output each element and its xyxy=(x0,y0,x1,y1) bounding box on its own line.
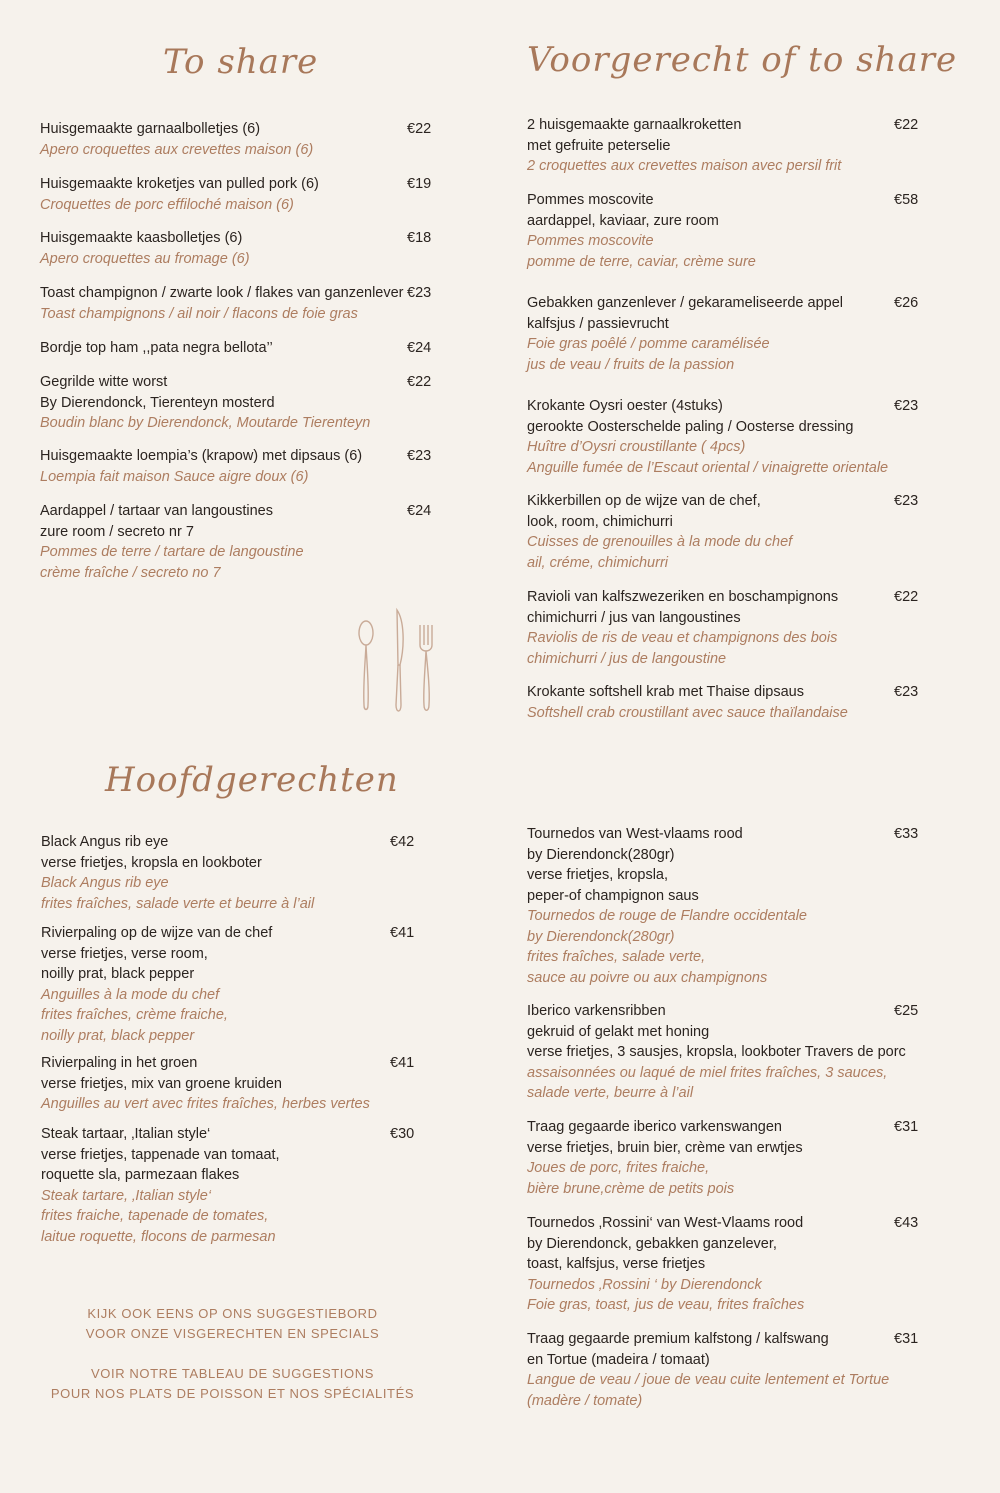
dish-name-fr: Black Angus rib eye xyxy=(41,875,169,891)
dish-name-fr: noilly prat, black pepper xyxy=(41,1027,195,1044)
dish-price: €23 xyxy=(407,285,432,301)
dish-name-nl: by Dierendonck(280gr) xyxy=(527,846,675,863)
dish-price: €23 xyxy=(407,448,432,464)
dish-price: €22 xyxy=(407,121,432,137)
dish-price: €58 xyxy=(894,192,919,208)
dish-name-nl: gekruid of gelakt met honing xyxy=(527,1023,710,1040)
menu-item xyxy=(40,174,440,215)
menu-item xyxy=(527,293,927,375)
menu-item xyxy=(40,119,440,160)
dish-name-fr: Anguille fumée de l’Escaut oriental / vinaigrette orientale xyxy=(527,459,889,476)
dish-name-nl: gerookte Oosterschelde paling / Oosterse dressing xyxy=(527,418,854,435)
dish-name-fr: sauce au poivre ou aux champignons xyxy=(527,969,768,986)
menu-item xyxy=(527,190,927,272)
dish-name-fr: Joues de porc, frites fraiche, xyxy=(527,1160,710,1176)
dish-name-nl: Huisgemaakte garnaalbolletjes (6) xyxy=(40,121,261,137)
dish-name-nl: Krokante softshell krab met Thaise dipsaus xyxy=(527,684,804,700)
dish-name-nl: Black Angus rib eye xyxy=(41,834,169,850)
cutlery-icon xyxy=(352,605,442,720)
dish-price: €30 xyxy=(390,1126,415,1142)
menu-item xyxy=(41,832,421,914)
dish-price: €24 xyxy=(407,503,432,519)
dish-price: €42 xyxy=(390,834,415,850)
menu-item xyxy=(41,923,421,1046)
menu-item xyxy=(40,228,440,269)
menu-item xyxy=(40,501,440,583)
dish-price: €23 xyxy=(894,684,919,700)
dish-price: €31 xyxy=(894,1119,919,1135)
dish-name-nl: Rivierpaling in het groen xyxy=(41,1055,198,1071)
dish-name-nl: 2 huisgemaakte garnaalkroketten xyxy=(527,117,742,133)
dish-name-fr: Huître d’Oysri croustillante ( 4pcs) xyxy=(527,439,746,455)
dish-name-fr: 2 croquettes aux crevettes maison avec persil frit xyxy=(527,158,842,174)
dish-name-nl: by Dierendonck, gebakken ganzelever, xyxy=(527,1235,777,1252)
menu-item xyxy=(41,1124,421,1247)
dish-name-nl: peper-of champignon saus xyxy=(527,887,699,904)
dish-name-fr: Foie gras poêlé / pomme caramélisée xyxy=(527,336,770,352)
dish-price: €41 xyxy=(390,1055,415,1071)
dish-name-nl: Steak tartaar, ‚Italian style‘ xyxy=(41,1126,211,1142)
notice-line: VOOR ONZE VISGERECHTEN EN SPECIALS xyxy=(85,1326,380,1341)
dish-name-fr: Cuisses de grenouilles à la mode du chef xyxy=(527,534,793,550)
dish-name-fr: Tournedos ‚Rossini ‘ by Dierendonck xyxy=(527,1276,762,1293)
dish-name-nl: roquette sla, parmezaan flakes xyxy=(41,1167,240,1183)
dish-name-fr: Raviolis de ris de veau et champignons des bois xyxy=(527,630,838,646)
dish-name-fr: Loempia fait maison Sauce aigre doux (6) xyxy=(40,468,309,485)
section-title-to-share: To share xyxy=(163,42,319,82)
dish-name-fr: Tournedos de rouge de Flandre occidentale xyxy=(527,908,807,924)
menu-item xyxy=(527,824,927,988)
dish-name-fr: Apero croquettes au fromage (6) xyxy=(40,250,250,267)
menu-item xyxy=(527,115,927,177)
dish-name-nl: Ravioli van kalfszwezeriken en boschampignons xyxy=(527,589,839,605)
menu-item xyxy=(527,587,927,669)
dish-name-fr: Langue de veau / joue de veau cuite lentement et Tortue xyxy=(527,1372,890,1388)
dish-price: €19 xyxy=(407,176,432,192)
dish-name-nl: Gebakken ganzenlever / gekarameliseerde appel xyxy=(527,295,843,311)
dish-name-nl: Kikkerbillen op de wijze van de chef, xyxy=(527,493,761,509)
menu-item xyxy=(40,338,440,359)
dish-name-fr: bière brune,crème de petits pois xyxy=(527,1180,735,1197)
dish-price: €26 xyxy=(894,295,919,311)
dish-name-nl: Tournedos ‚Rossini‘ van West-Vlaams rood xyxy=(527,1215,804,1231)
menu-item xyxy=(527,1001,927,1104)
menu-item xyxy=(41,1053,421,1115)
dish-name-fr: Pommes moscovite xyxy=(527,233,654,249)
dish-name-nl: look, room, chimichurri xyxy=(527,513,673,530)
dish-price: €41 xyxy=(390,925,415,941)
dish-name-fr: chimichurri / jus de langoustine xyxy=(527,650,727,667)
dish-name-nl: chimichurri / jus van langoustines xyxy=(527,609,741,626)
dish-name-fr: Anguilles au vert avec frites fraîches, herbes vertes xyxy=(41,1096,370,1112)
dish-name-fr: Steak tartare, ‚Italian style‘ xyxy=(41,1187,212,1204)
dish-name-nl: Huisgemaakte kroketjes van pulled pork (6) xyxy=(40,176,319,192)
dish-name-fr: laitue roquette, flocons de parmesan xyxy=(41,1228,276,1245)
dish-name-nl: zure room / secreto nr 7 xyxy=(40,523,194,540)
dish-price: €25 xyxy=(894,1003,919,1019)
section-title-hoofdgerechten: Hoofdgerechten xyxy=(105,760,399,800)
dish-price: €43 xyxy=(894,1215,919,1231)
dish-name-fr: frites fraiche, tapenade de tomates, xyxy=(41,1208,269,1224)
dish-name-nl: verse frietjes, verse room, xyxy=(41,945,208,962)
dish-price: €22 xyxy=(894,589,919,605)
dish-price: €18 xyxy=(407,230,432,246)
dish-name-fr: Croquettes de porc effiloché maison (6) xyxy=(40,196,294,213)
dish-name-nl: verse frietjes, bruin bier, crème van erwtjes xyxy=(527,1139,803,1156)
dish-name-fr: Anguilles à la mode du chef xyxy=(41,986,220,1003)
dish-name-nl: Traag gegaarde premium kalfstong / kalfswang xyxy=(527,1331,829,1347)
dish-name-nl: verse frietjes, kropsla en lookboter xyxy=(41,854,262,871)
dish-name-nl: Toast champignon / zwarte look / flakes van ganzenlever xyxy=(40,285,404,301)
dish-name-fr: frites fraîches, salade verte et beurre à l’ail xyxy=(41,895,315,912)
dish-name-nl: Huisgemaakte kaasbolletjes (6) xyxy=(40,230,243,246)
dish-name-nl: Rivierpaling op de wijze van de chef xyxy=(41,925,273,941)
dish-name-nl: verse frietjes, mix van groene kruiden xyxy=(41,1075,282,1092)
dish-name-nl: aardappel, kaviaar, zure room xyxy=(527,212,719,229)
dish-name-nl: Aardappel / tartaar van langoustines xyxy=(40,503,273,519)
section-title-voorgerecht: Voorgerecht of to share xyxy=(527,40,958,80)
menu-item xyxy=(40,283,440,324)
dish-name-fr: Boudin blanc by Dierendonck, Moutarde Tierenteyn xyxy=(40,415,371,431)
menu-item xyxy=(527,396,927,478)
dish-name-nl: Bordje top ham ,,pata negra bellota’’ xyxy=(40,340,273,356)
dish-name-fr: frites fraîches, crème fraiche, xyxy=(41,1007,228,1023)
dish-name-nl: noilly prat, black pepper xyxy=(41,966,195,982)
dish-name-nl: Iberico varkensribben xyxy=(527,1003,666,1019)
dish-name-nl: verse frietjes, 3 sausjes, kropsla, lookboter Travers de porc xyxy=(527,1044,906,1060)
dish-name-fr: (madère / tomate) xyxy=(527,1392,643,1409)
dish-name-nl: Tournedos van West-vlaams rood xyxy=(527,826,743,842)
dish-name-nl: en Tortue (madeira / tomaat) xyxy=(527,1351,710,1368)
dish-name-nl: met gefruite peterselie xyxy=(527,137,671,154)
dish-price: €23 xyxy=(894,398,919,414)
dish-name-fr: Foie gras, toast, jus de veau, frites fraîches xyxy=(527,1297,805,1313)
dish-name-fr: ail, créme, chimichurri xyxy=(527,554,668,571)
menu-item xyxy=(527,491,927,573)
dish-name-fr: Toast champignons / ail noir / flacons de foie gras xyxy=(40,305,358,322)
dish-name-fr: crème fraîche / secreto no 7 xyxy=(40,564,221,581)
dish-name-nl: Pommes moscovite xyxy=(527,192,654,208)
dish-name-nl: Krokante Oysri oester (4stuks) xyxy=(527,398,723,414)
menu-item xyxy=(40,372,440,434)
dish-name-fr: salade verte, beurre à l’ail xyxy=(527,1085,694,1101)
dish-name-fr: by Dierendonck(280gr) xyxy=(527,928,675,945)
dish-name-nl: verse frietjes, kropsla, xyxy=(527,867,669,883)
notice-line: POUR NOS PLATS DE POISSON ET NOS SPÉCIALITÉS xyxy=(50,1386,415,1401)
dish-name-fr: Apero croquettes aux crevettes maison (6) xyxy=(40,141,314,158)
dish-name-nl: Traag gegaarde iberico varkenswangen xyxy=(527,1119,782,1135)
notice-line: VOIR NOTRE TABLEAU DE SUGGESTIONS xyxy=(91,1366,374,1381)
dish-name-fr: Softshell crab croustillant avec sauce thaïlandaise xyxy=(527,704,848,721)
dish-name-fr: pomme de terre, caviar, crème sure xyxy=(527,253,756,270)
dish-name-nl: Huisgemaakte loempia’s (krapow) met dipsaus (6) xyxy=(40,448,363,464)
dish-name-nl: verse frietjes, tappenade van tomaat, xyxy=(41,1146,280,1163)
dish-name-nl: By Dierendonck, Tierenteyn mosterd xyxy=(40,394,275,411)
suggestion-notice-nl xyxy=(20,1304,445,1344)
menu-item xyxy=(527,1329,927,1411)
dish-price: €23 xyxy=(894,493,919,509)
notice-line: KIJK OOK EENS OP ONS SUGGESTIEBORD xyxy=(87,1306,378,1321)
dish-name-nl: Gegrilde witte worst xyxy=(40,374,168,390)
dish-name-fr: jus de veau / fruits de la passion xyxy=(527,356,735,373)
dish-price: €24 xyxy=(407,340,432,356)
menu-item xyxy=(527,1117,927,1199)
menu-item xyxy=(40,446,440,487)
menu-item xyxy=(527,682,927,723)
dish-name-fr: assaisonnées ou laqué de miel frites fraîches, 3 sauces, xyxy=(527,1064,888,1081)
dish-price: €33 xyxy=(894,826,919,842)
dish-name-nl: kalfsjus / passievrucht xyxy=(527,315,669,332)
dish-name-fr: frites fraîches, salade verte, xyxy=(527,949,706,965)
dish-name-fr: Pommes de terre / tartare de langoustine xyxy=(40,544,304,560)
dish-name-nl: toast, kalfsjus, verse frietjes xyxy=(527,1256,706,1272)
suggestion-notice-fr xyxy=(20,1364,445,1404)
dish-price: €22 xyxy=(407,374,432,390)
dish-price: €22 xyxy=(894,117,919,133)
dish-price: €31 xyxy=(894,1331,919,1347)
menu-item xyxy=(527,1213,927,1316)
